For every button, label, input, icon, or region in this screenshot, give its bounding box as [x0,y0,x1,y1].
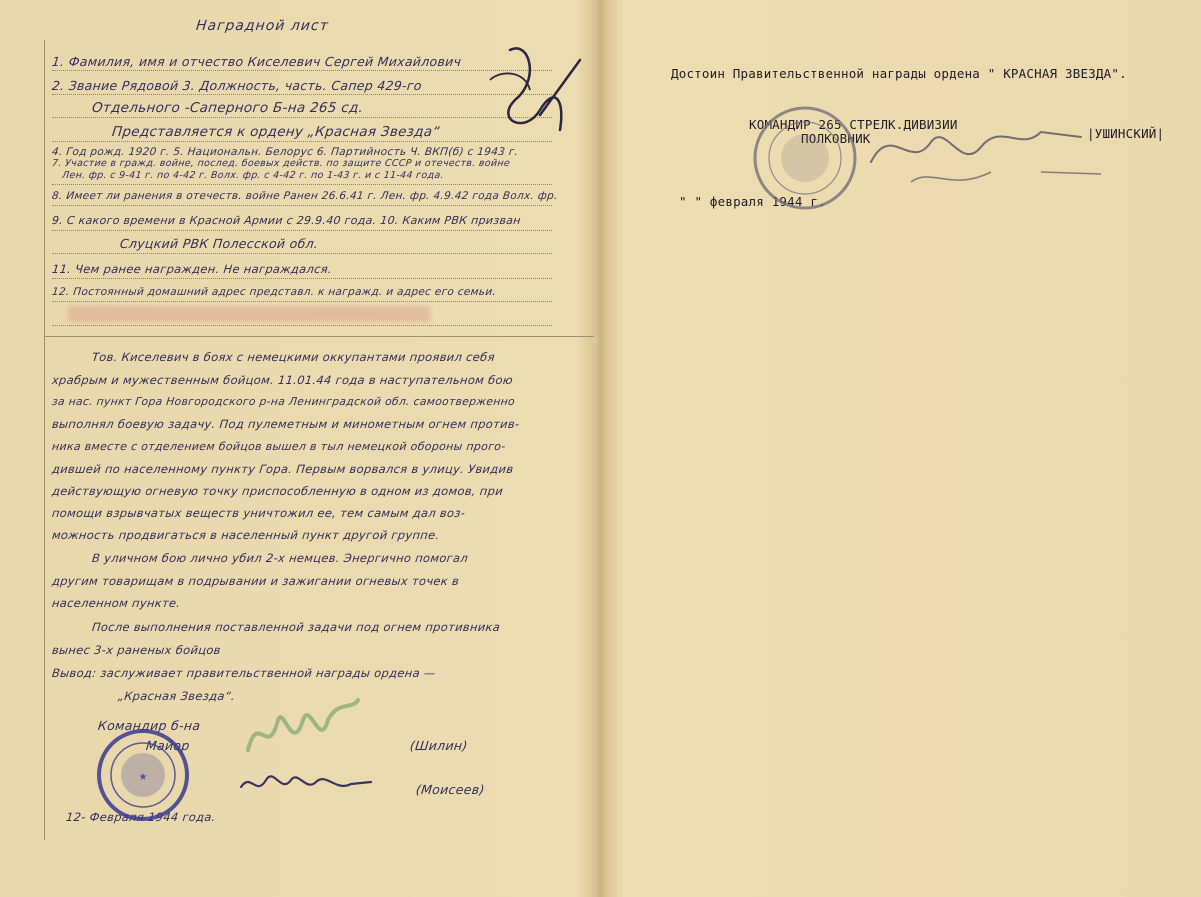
commander-name: |УШИНСКИЙ| [1087,126,1165,141]
body-line: действующую огневую точку приспособленную в одном из домов, при [51,484,504,498]
body-line: можность продвигаться в населенный пункт другой группе. [51,528,441,542]
signer-rank: Майор [145,738,191,753]
division-round-seal-icon [751,104,859,212]
rule [52,301,552,302]
field-birth-nationality-party: 4. Год рожд. 1920 г. 5. Национальн. Белорус 6. Партийность Ч. ВКП(б) с 1943 г. [51,146,519,158]
field-previous-awards: 11. Чем ранее награжден. Не награждался. [51,262,333,276]
sheet-date: 12- Февраля 1944 года. [65,810,217,824]
field-rank-position: 2. Звание Рядовой 3. Должность, часть. Сапер 429-го [51,78,423,93]
commander-rank: ПОЛКОВНИК [801,131,871,146]
margin-line [44,40,45,840]
body-line: вынес 3-х раненых бойцов [51,643,222,657]
signer-name-2: (Моисеев) [415,782,486,797]
body-line: ника вместе с отделением бойцов вышел в тыл немецкой обороны прого- [51,440,507,453]
section-divider [44,336,594,337]
ink-signature-icon [236,762,376,802]
field-war-participation-label: 7. Участие в гражд. войне, послед. боевых действ. по защите СССР и отечеств. войне [51,158,511,169]
commander-title: КОМАНДИР 265 СТРЕЛК.ДИВИЗИИ [749,117,958,132]
field-wounds: 8. Имеет ли ранения в отечеств. войне Ранен 26.6.41 г. Лен. фр. 4.9.42 года Волх. фр. [51,190,559,202]
commander-signature-icon [851,112,1111,202]
body-line: дившей по населенному пункту Гора. Первым ворвался в улицу. Увидив [51,462,515,476]
field-full-name: 1. Фамилия, имя и отчество Киселевич Сергей Михайлович [51,54,463,69]
body-line: населенном пункте. [51,596,182,610]
body-line: выполнял боевую задачу. Под пулеметным и минометным огнем против- [51,417,521,431]
award-sheet-left-page [0,0,600,897]
body-line: помощи взрывчатых веществ уничтожил ее, тем самым дал воз- [51,506,466,520]
rule [52,253,552,254]
body-line: Вывод: заслуживает правительственной награды ордена — [51,666,437,680]
body-line: Тов. Киселевич в боях с немецкими оккупантами проявил себя [91,350,496,364]
rule [52,230,552,231]
battalion-round-seal-icon [96,728,190,822]
body-line: После выполнения поставленной задачи под огнем противника [91,620,501,634]
pencil-mark-icon [470,40,590,150]
svg-text:★: ★ [138,772,148,783]
signer-name-1: (Шилин) [409,738,469,753]
field-war-participation: Лен. фр. с 9-41 г. по 4-42 г. Волх. фр. с 4-42 г. по 1-43 г. и с 11-44 года. [61,170,445,181]
body-line: В уличном бою лично убил 2-х немцев. Энергично помогал [91,551,469,565]
body-line: другим товарищам в подрывании и зажигании огневых точек в [51,574,460,588]
body-line: „Красная Звезда“. [117,689,236,703]
body-line: за нас. пункт Гора Новгородского р-на Ленинградской обл. самоотверженно [51,395,516,408]
rule [52,278,552,279]
field-home-address: 12. Постоянный домашний адрес представл. к награжд. и адрес его семьи. [51,286,497,298]
field-nomination: Представляется к ордену „Красная Звезда“ [111,124,441,140]
redacted-address [68,306,430,322]
resolution-date: " " февраля 1944 г. [679,194,826,209]
body-line: храбрым и мужественным бойцом. 11.01.44 года в наступательном бою [51,373,514,387]
green-signature-icon [228,690,368,770]
document-title: Наградной лист [195,18,330,34]
rule [52,325,552,326]
resolution-text: Достоин Правительственной награды ордена " КРАСНАЯ ЗВЕЗДА". [671,66,1127,81]
field-draft-office: Слуцкий РВК Полесской обл. [119,236,320,251]
rule [52,184,552,185]
field-service-since: 9. С какого времени в Красной Армии с 29.9.40 года. 10. Каким РВК призван [51,214,522,227]
rule [52,205,552,206]
field-unit: Отдельного -Саперного Б-на 265 сд. [91,100,365,116]
command-resolution-right-page [601,0,1201,897]
signer-title: Командир б-на [97,718,202,733]
